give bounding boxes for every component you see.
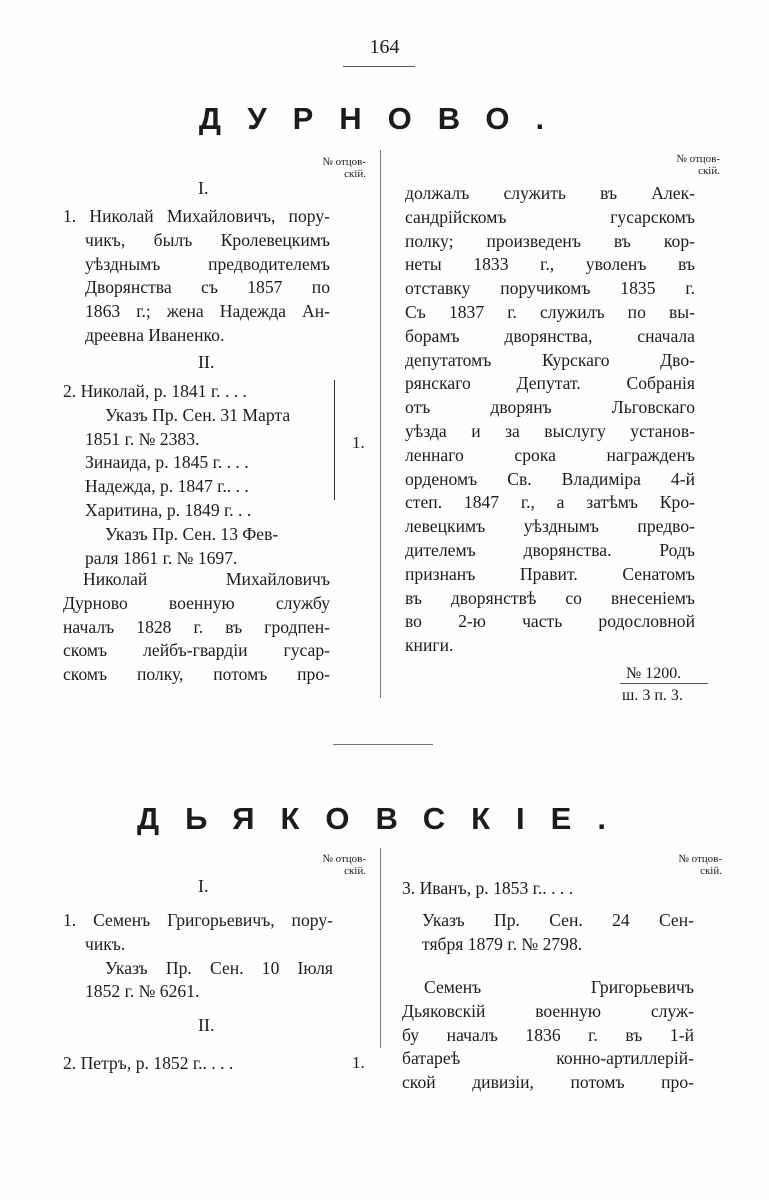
entry-semen-grigorievich: 1. Семенъ Григорьевичъ, пору- чикъ. Указъ Пр. Сен. 10 Іюля 1852 г. № 6261. (63, 910, 333, 1002)
narrative-right: должалъ служить въ Алек- сандрійскомъ гусарскомъ полку; произведенъ въ кор- неты 1833 г., уволенъ въ отставку поручикомъ 1835 г. Съ 1837 г. служилъ по вы- борамъ дворянства, сначала депутатомъ Курскаго Дво- рянскаго Депутат. Собранія отъ дворянъ Льговскаго уѣзда и за выслугу установ- леннаго срока награжденъ орденомъ Св. Владиміра 4-й степ. 1847 г., а затѣмъ Кро- левецкимъ уѣзднымъ предво- дителемъ дворянства. Родъ признанъ Правит. Сенатомъ въ дворянствѣ со внесеніемъ во 2-ю часть родословной книги. (405, 183, 695, 656)
section-title-durnovo: ДУРНОВО. (198, 101, 571, 136)
reference-number: № 1200. (626, 665, 682, 682)
generation-heading: I. (198, 178, 209, 198)
entry-nikolai-mikhailovich: 1. Николай Михайловичъ, пору- чикъ, былъ Кролевецкимъ уѣзднымъ предводителемъ Дворянства съ 1857 по 1863 г.; жена Надежда Ан- дреевна Иваненко. (63, 206, 330, 345)
column-header-right: № отцов- скій. (678, 853, 722, 877)
generation-heading: II. (198, 1015, 215, 1035)
child-father-ref: 1. (352, 1053, 365, 1072)
children-list: 2. Николай, р. 1841 г. . . . Указъ Пр. Сен. 31 Марта 1851 г. № 2383. Зинаида, р. 1845 г. . . . Надежда, р. 1847 г.. . . Харитина, р. 1849 г. . . Указъ Пр. Сен. 13 Фев- раля 1861 г. № 1697. (63, 381, 291, 568)
father-ref: 1. (352, 433, 365, 452)
reference-rule (620, 683, 708, 684)
column-divider (380, 848, 381, 1048)
child-ivan: 3. Иванъ, р. 1853 г.. . . . (402, 878, 574, 898)
section-separator (333, 744, 433, 745)
child-petr: 2. Петръ, р. 1852 г.. . . . (63, 1053, 234, 1073)
column-header-right: № отцов- скій. (676, 153, 720, 177)
generation-heading: I. (198, 876, 209, 896)
generation-heading: II. (198, 352, 215, 372)
narrative-semen: Семенъ Григорьевичъ Дьяковскій военную служ- бу началъ 1836 г. въ 1-й батареѣ конно-артиллерій- ской дивизіи, потомъ про- (402, 977, 694, 1093)
column-divider (380, 150, 381, 698)
column-header-left: № отцов- скій. (322, 156, 366, 180)
reference-location: ш. 3 п. 3. (622, 687, 683, 704)
page-number: 164 (369, 36, 400, 58)
narrative-left: Николай Михайловичъ Дурново военную службу началъ 1828 г. въ гродпен- скомъ лейбъ-гвардіи гусар- скомъ полку, потомъ про- (63, 569, 330, 685)
section-title-dyakovskie: ДЬЯКОВСКІЕ. (137, 801, 632, 836)
brace (334, 380, 335, 500)
page-number-rule (343, 66, 415, 67)
ukaz-right: Указъ Пр. Сен. 24 Сен- тября 1879 г. № 2798. (422, 910, 694, 954)
column-header-left: № отцов- скій. (322, 853, 366, 877)
